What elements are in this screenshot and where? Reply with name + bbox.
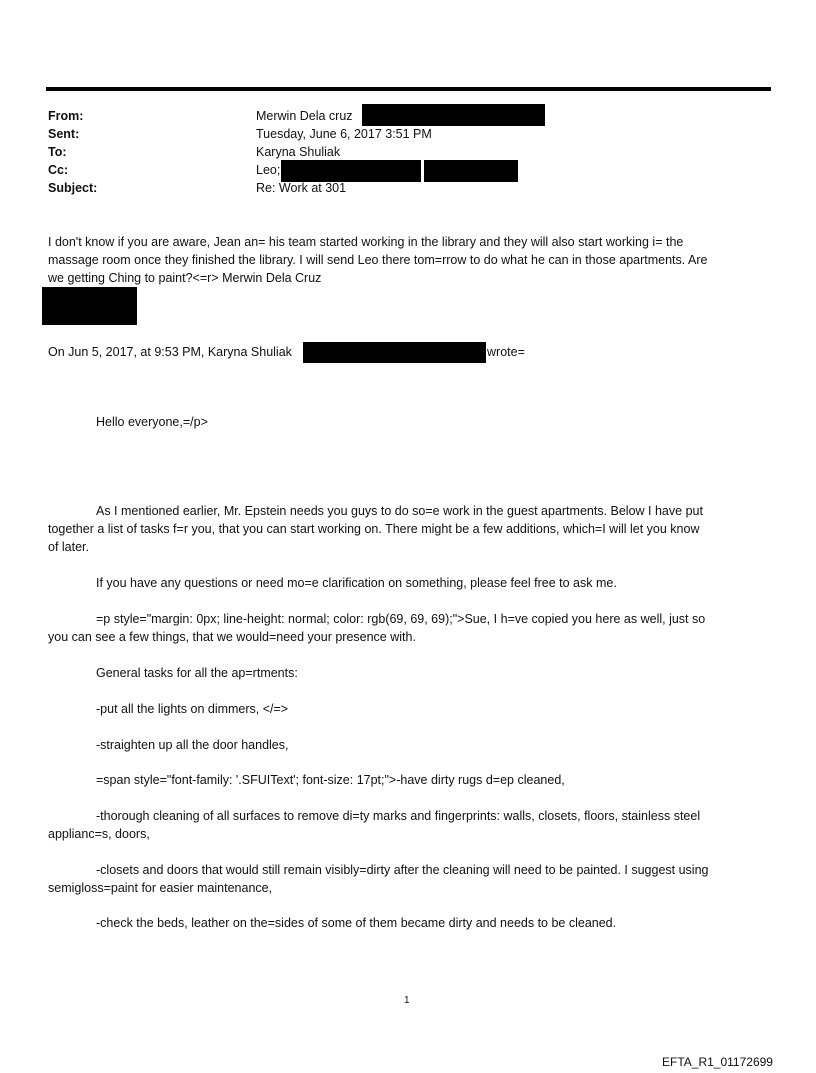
subject-value: Re: Work at 301 (256, 181, 347, 195)
task-item: =span style="font-family: '.SFUIText'; font-size: 17pt;">-have dirty rugs d=ep cleaned, (96, 773, 565, 787)
quote-intro-prefix: On Jun 5, 2017, at 9:53 PM, Karyna Shuliak (48, 345, 292, 359)
reply-line: I don't know if you are aware, Jean an= his team started working in the library and they will also start working i= the (48, 235, 684, 249)
to-value: Karyna Shuliak (256, 145, 341, 159)
task-item: -straighten up all the door handles, (96, 738, 289, 752)
quoted-line: you can see a few things, that we would=need your presence with. (48, 630, 416, 644)
tasks-heading: General tasks for all the ap=rtments: (96, 666, 298, 680)
quoted-line: If you have any questions or need mo=e clarification on something, please feel free to ask me. (96, 576, 617, 590)
from-value: Merwin Dela cruz (256, 109, 353, 123)
quoted-greeting: Hello everyone,=/p> (96, 415, 208, 429)
cc-value: Leo; (256, 163, 281, 177)
page-number: 1 (404, 995, 410, 1006)
task-item-continuation: applianc=s, doors, (48, 827, 150, 841)
redaction-box (42, 287, 137, 325)
quoted-line: together a list of tasks f=r you, that you can start working on. There might be a few additions, which=I will let you know (48, 522, 700, 536)
bates-number: EFTA_R1_01172699 (662, 1055, 773, 1069)
redaction-box (303, 342, 486, 363)
redaction-box (424, 160, 518, 182)
reply-line: we getting Ching to paint?<=r> Merwin Dela Cruz (48, 271, 322, 285)
subject-label: Subject: (48, 181, 98, 195)
to-label: To: (48, 145, 67, 159)
redaction-box (362, 104, 545, 126)
quoted-line: of later. (48, 540, 89, 554)
from-label: From: (48, 109, 84, 123)
task-item: -check the beds, leather on the=sides of some of them became dirty and needs to be cleaned. (96, 916, 617, 930)
quote-intro-suffix: wrote= (487, 345, 525, 359)
cc-label: Cc: (48, 163, 69, 177)
sent-value: Tuesday, June 6, 2017 3:51 PM (256, 127, 432, 141)
quoted-line: =p style="margin: 0px; line-height: normal; color: rgb(69, 69, 69);">Sue, I h=ve copied you here as well, just so (96, 612, 706, 626)
task-item-continuation: semigloss=paint for easier maintenance, (48, 881, 273, 895)
task-item: -closets and doors that would still remain visibly=dirty after the cleaning will need to be painted. I suggest using (96, 863, 709, 877)
sent-label: Sent: (48, 127, 80, 141)
reply-line: massage room once they finished the library. I will send Leo there tom=rrow to do what he can in those apartments. Are (48, 253, 708, 267)
task-item: -thorough cleaning of all surfaces to remove di=ty marks and fingerprints: walls, closets, floors, stainless steel (96, 809, 701, 823)
header-divider (46, 87, 771, 91)
task-item: -put all the lights on dimmers, </=> (96, 702, 289, 716)
quoted-line: As I mentioned earlier, Mr. Epstein needs you guys to do so=e work in the guest apartments. Below I have put (96, 504, 703, 518)
